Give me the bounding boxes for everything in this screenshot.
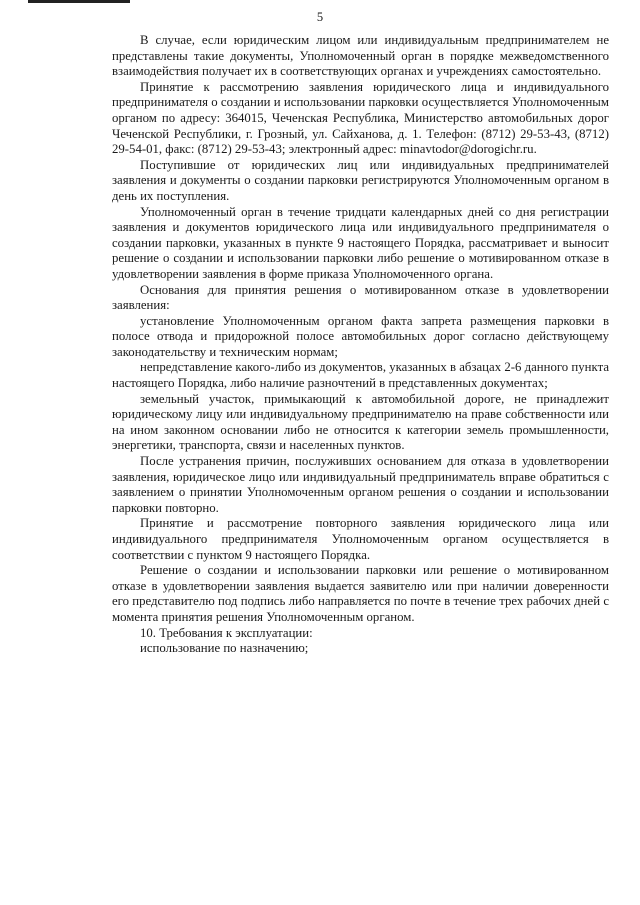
page-number: 5	[316, 10, 324, 24]
top-rule	[28, 0, 130, 3]
paragraph-missing-documents: В случае, если юридическим лицом или индивидуальным предпринимателем не представлены такие документы, Уполномоченный орган в порядке межведомственного взаимодействия получает их в соответствующих органах и учреждениях самостоятельно.	[112, 33, 609, 79]
paragraph-ground-missing-docs: непредставление какого-либо из документов, указанных в абзацах 2-6 данного пункта настоящего Порядка, либо наличие разночтений в представленных документах;	[112, 360, 609, 391]
paragraph-repeat-review: Принятие и рассмотрение повторного заявления юридического лица или индивидуального предпринимателя Уполномоченным органом осуществляется в соответствии с пунктом 9 настоящего Порядка.	[112, 516, 609, 562]
paragraph-registration: Поступившие от юридических лиц или индивидуальных предпринимателей заявления и документы о создании парковки регистрируются Уполномоченным органом в день их поступления.	[112, 157, 609, 203]
paragraph-ground-prohibition: установление Уполномоченным органом факта запрета размещения парковки в полосе отвода и придорожной полосе автомобильных дорог согласно действующему законодательству и техническим нормам;	[112, 313, 609, 359]
paragraph-decision-delivery: Решение о создании и использовании парковки или решение о мотивированном отказе в удовлетворении заявления выдается заявителю или при наличии доверенности его представителю под подпись либо направляется по почте в течение трех рабочих дней с момента принятия решения Уполномоченным органом.	[112, 563, 609, 624]
body-text	[112, 33, 609, 657]
paragraph-refusal-grounds: Основания для принятия решения о мотивированном отказе в удовлетворении заявления:	[112, 282, 609, 313]
paragraph-reapplication: После устранения причин, послуживших основанием для отказа в удовлетворении заявления, юридическое лицо или индивидуальный предприниматель вправе обратиться с заявлением о принятии Уполномоченным органом решения о создании и использовании парковки повторно.	[112, 454, 609, 515]
paragraph-ground-land-plot: земельный участок, примыкающий к автомобильной дороге, не принадлежит юридическому лицу или индивидуальному предпринимателю на праве собственности или на ином законном основании либо не относится к категории земель промышленности, энергетики, транспорта, связи и населенных пунктов.	[112, 391, 609, 453]
paragraph-review-period: Уполномоченный орган в течение тридцати календарных дней со дня регистрации заявления и документов юридического лица или индивидуального предпринимателя о создании парковки, указанных в пункте 9 настоящего Порядка, рассматривает и выносит решение о создании и использовании парковки либо решение о мотивированном отказе в удовлетворении заявления в форме приказа Уполномоченного органа.	[112, 204, 609, 281]
paragraph-operation-requirements: 10. Требования к эксплуатации:	[140, 625, 313, 640]
paragraph-application-address: Принятие к рассмотрению заявления юридического лица и индивидуального предпринимателя о создании и использовании парковки осуществляется Уполномоченным органом по адресу: 364015, Чеченская Республика, Министерство автомобильных дорог Чеченской Республики, г. Грозный, ул. Сайханова, д. 1. Телефон: (8712) 29-53-43, (8712) 29-54-01, факс: (8712) 29-53-43; электронный адрес: minavtodor@dorogichr.ru.	[112, 79, 609, 157]
paragraph-intended-use: использование по назначению;	[140, 641, 309, 656]
